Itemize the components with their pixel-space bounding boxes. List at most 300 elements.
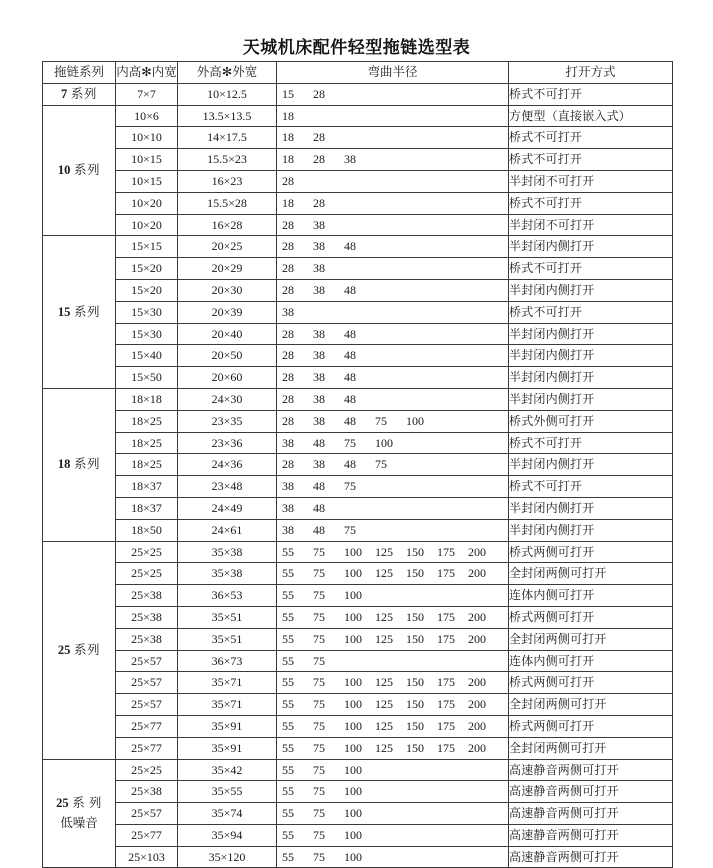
cell-outer-size: 23×35 (178, 410, 277, 432)
cell-outer-size: 20×29 (178, 258, 277, 280)
table-row (43, 476, 673, 498)
bend-radius-value: 150 (406, 718, 424, 733)
bend-radius-value: 55 (282, 784, 294, 799)
cell-open-method: 半封闭内侧打开 (509, 345, 673, 367)
bend-radius-value: 55 (282, 740, 294, 755)
bend-radius-value: 100 (344, 566, 362, 581)
cell-bend-radius (277, 410, 509, 432)
cell-bend-radius (277, 236, 509, 258)
bend-radius-value: 100 (344, 588, 362, 603)
bend-radius-value: 75 (344, 522, 356, 537)
bend-radius-value: 100 (344, 849, 362, 864)
cell-inner-size: 25×38 (116, 606, 178, 628)
cell-open-method: 半封闭内侧打开 (509, 454, 673, 476)
cell-inner-size: 18×25 (116, 454, 178, 476)
table-row (43, 650, 673, 672)
table-row (43, 170, 673, 192)
bend-radius-value: 125 (375, 675, 393, 690)
bend-radius-value: 48 (344, 282, 356, 297)
series-group-label: 10 系列 (43, 105, 116, 236)
bend-radius-value: 48 (344, 326, 356, 341)
table-row (43, 105, 673, 127)
bend-radius-value: 28 (313, 130, 325, 145)
cell-bend-radius (277, 606, 509, 628)
bend-radius-value: 200 (468, 740, 486, 755)
cell-bend-radius (277, 781, 509, 803)
cell-inner-size: 15×40 (116, 345, 178, 367)
bend-radius-value: 48 (344, 370, 356, 385)
bend-radius-value: 55 (282, 806, 294, 821)
bend-radius-value: 38 (313, 413, 325, 428)
cell-open-method: 半封闭内侧打开 (509, 367, 673, 389)
cell-outer-size: 36×53 (178, 585, 277, 607)
bend-radius-value: 75 (313, 718, 325, 733)
cell-outer-size: 20×39 (178, 301, 277, 323)
bend-radius-value: 28 (282, 370, 294, 385)
bend-radius-value: 125 (375, 740, 393, 755)
table-row (43, 127, 673, 149)
cell-inner-size: 18×25 (116, 410, 178, 432)
cell-bend-radius (277, 388, 509, 410)
bend-radius-value: 38 (282, 500, 294, 515)
bend-radius-value: 75 (313, 784, 325, 799)
bend-radius-value: 38 (282, 522, 294, 537)
table-row (43, 672, 673, 694)
table-body (43, 83, 673, 868)
table-row (43, 519, 673, 541)
cell-bend-radius (277, 170, 509, 192)
bend-radius-value: 55 (282, 849, 294, 864)
table-row (43, 846, 673, 868)
bend-radius-value: 75 (313, 675, 325, 690)
cell-open-method: 桥式外侧可打开 (509, 410, 673, 432)
cell-inner-size: 25×77 (116, 824, 178, 846)
bend-radius-value: 28 (282, 457, 294, 472)
cell-outer-size: 35×51 (178, 606, 277, 628)
table-row (43, 694, 673, 716)
cell-outer-size: 24×30 (178, 388, 277, 410)
cell-open-method: 半封闭不可打开 (509, 214, 673, 236)
table-row (43, 541, 673, 563)
cell-open-method: 桥式不可打开 (509, 149, 673, 171)
cell-bend-radius (277, 214, 509, 236)
cell-inner-size: 18×50 (116, 519, 178, 541)
bend-radius-value: 55 (282, 827, 294, 842)
cell-open-method: 半封闭内侧打开 (509, 279, 673, 301)
bend-radius-value: 150 (406, 697, 424, 712)
bend-radius-value: 75 (313, 653, 325, 668)
bend-radius-value: 100 (344, 631, 362, 646)
bend-radius-value: 175 (437, 718, 455, 733)
bend-radius-value: 100 (344, 806, 362, 821)
cell-inner-size: 25×103 (116, 846, 178, 868)
cell-bend-radius (277, 497, 509, 519)
cell-bend-radius (277, 345, 509, 367)
bend-radius-value: 75 (344, 435, 356, 450)
bend-radius-value: 28 (282, 391, 294, 406)
cell-outer-size: 35×51 (178, 628, 277, 650)
bend-radius-value: 75 (313, 588, 325, 603)
table-row (43, 345, 673, 367)
bend-radius-value: 75 (313, 827, 325, 842)
cell-inner-size: 25×25 (116, 759, 178, 781)
bend-radius-value: 38 (313, 282, 325, 297)
cell-bend-radius (277, 192, 509, 214)
bend-radius-value: 48 (344, 391, 356, 406)
cell-outer-size: 24×49 (178, 497, 277, 519)
bend-radius-value: 38 (313, 348, 325, 363)
bend-radius-value: 28 (282, 326, 294, 341)
cell-outer-size: 14×17.5 (178, 127, 277, 149)
cell-bend-radius (277, 83, 509, 105)
cell-inner-size: 25×57 (116, 650, 178, 672)
bend-radius-value: 28 (282, 348, 294, 363)
cell-inner-size: 25×77 (116, 737, 178, 759)
cell-inner-size: 15×50 (116, 367, 178, 389)
cell-bend-radius (277, 694, 509, 716)
bend-radius-value: 38 (313, 391, 325, 406)
bend-radius-value: 55 (282, 631, 294, 646)
cell-bend-radius (277, 127, 509, 149)
cell-outer-size: 20×25 (178, 236, 277, 258)
bend-radius-value: 28 (282, 239, 294, 254)
bend-radius-value: 18 (282, 152, 294, 167)
cell-inner-size: 15×20 (116, 258, 178, 280)
bend-radius-value: 175 (437, 675, 455, 690)
cell-bend-radius (277, 323, 509, 345)
bend-radius-value: 175 (437, 609, 455, 624)
column-header-outer-size: 外高✻外宽 (178, 62, 277, 84)
cell-open-method: 全封闭两侧可打开 (509, 563, 673, 585)
cell-bend-radius (277, 432, 509, 454)
cell-open-method: 全封闭两侧可打开 (509, 694, 673, 716)
cell-open-method: 桥式不可打开 (509, 301, 673, 323)
cell-open-method: 桥式不可打开 (509, 432, 673, 454)
column-header-inner-size: 内高✻内宽 (116, 62, 178, 84)
bend-radius-value: 75 (313, 631, 325, 646)
table-row (43, 149, 673, 171)
bend-radius-value: 28 (282, 217, 294, 232)
cell-open-method: 桥式不可打开 (509, 83, 673, 105)
cell-open-method: 全封闭两侧可打开 (509, 737, 673, 759)
bend-radius-value: 28 (282, 413, 294, 428)
cell-outer-size: 20×60 (178, 367, 277, 389)
table-row (43, 563, 673, 585)
bend-radius-value: 75 (375, 457, 387, 472)
cell-open-method: 桥式两侧可打开 (509, 715, 673, 737)
bend-radius-value: 200 (468, 675, 486, 690)
table-header-row (43, 62, 673, 84)
cell-outer-size: 35×42 (178, 759, 277, 781)
bend-radius-value: 38 (282, 435, 294, 450)
cell-outer-size: 16×28 (178, 214, 277, 236)
bend-radius-value: 100 (344, 762, 362, 777)
bend-radius-value: 100 (344, 544, 362, 559)
bend-radius-value: 150 (406, 544, 424, 559)
bend-radius-value: 55 (282, 653, 294, 668)
table-row (43, 497, 673, 519)
series-group-label: 15 系列 (43, 236, 116, 389)
cell-inner-size: 15×30 (116, 301, 178, 323)
bend-radius-value: 100 (344, 718, 362, 733)
bend-radius-value: 18 (282, 195, 294, 210)
series-group-label: 25 系 列 低噪音 (43, 759, 116, 868)
cell-outer-size: 35×91 (178, 737, 277, 759)
bend-radius-value: 150 (406, 675, 424, 690)
cell-bend-radius (277, 279, 509, 301)
cell-open-method: 高速静音两侧可打开 (509, 803, 673, 825)
cell-inner-size: 10×15 (116, 170, 178, 192)
cell-outer-size: 35×38 (178, 563, 277, 585)
bend-radius-value: 38 (282, 479, 294, 494)
cell-open-method: 桥式两侧可打开 (509, 672, 673, 694)
cell-inner-size: 10×20 (116, 214, 178, 236)
cell-outer-size: 23×48 (178, 476, 277, 498)
cell-open-method: 高速静音两侧可打开 (509, 759, 673, 781)
drag-chain-selection-table (42, 61, 673, 868)
cell-inner-size: 18×37 (116, 476, 178, 498)
bend-radius-value: 175 (437, 566, 455, 581)
table-row (43, 258, 673, 280)
bend-radius-value: 150 (406, 740, 424, 755)
cell-inner-size: 15×30 (116, 323, 178, 345)
bend-radius-value: 75 (313, 740, 325, 755)
bend-radius-value: 18 (282, 130, 294, 145)
cell-open-method: 桥式两侧可打开 (509, 541, 673, 563)
cell-outer-size: 16×23 (178, 170, 277, 192)
column-header-bend-radius: 弯曲半径 (277, 62, 509, 84)
bend-radius-value: 48 (313, 435, 325, 450)
bend-radius-value: 38 (313, 457, 325, 472)
cell-open-method: 全封闭两侧可打开 (509, 628, 673, 650)
bend-radius-value: 28 (282, 261, 294, 276)
bend-radius-value: 55 (282, 718, 294, 733)
bend-radius-value: 48 (344, 239, 356, 254)
cell-inner-size: 15×15 (116, 236, 178, 258)
cell-inner-size: 25×57 (116, 672, 178, 694)
cell-outer-size: 23×36 (178, 432, 277, 454)
cell-open-method: 半封闭不可打开 (509, 170, 673, 192)
cell-open-method: 连体内侧可打开 (509, 585, 673, 607)
cell-inner-size: 25×57 (116, 694, 178, 716)
cell-bend-radius (277, 737, 509, 759)
bend-radius-value: 125 (375, 609, 393, 624)
cell-bend-radius (277, 454, 509, 476)
bend-radius-value: 48 (344, 457, 356, 472)
cell-inner-size: 25×25 (116, 541, 178, 563)
bend-radius-value: 75 (344, 479, 356, 494)
table-row (43, 388, 673, 410)
cell-inner-size: 25×57 (116, 803, 178, 825)
cell-bend-radius (277, 824, 509, 846)
column-header-series: 拖链系列 (43, 62, 116, 84)
bend-radius-value: 38 (282, 304, 294, 319)
series-group-label: 7 系列 (43, 83, 116, 105)
bend-radius-value: 200 (468, 544, 486, 559)
cell-bend-radius (277, 715, 509, 737)
table-row (43, 803, 673, 825)
cell-outer-size: 15.5×23 (178, 149, 277, 171)
cell-inner-size: 10×15 (116, 149, 178, 171)
bend-radius-value: 150 (406, 631, 424, 646)
bend-radius-value: 28 (313, 152, 325, 167)
table-row (43, 192, 673, 214)
cell-outer-size: 35×71 (178, 672, 277, 694)
cell-outer-size: 35×38 (178, 541, 277, 563)
cell-outer-size: 35×120 (178, 846, 277, 868)
table-row (43, 606, 673, 628)
cell-open-method: 连体内侧可打开 (509, 650, 673, 672)
cell-outer-size: 35×71 (178, 694, 277, 716)
cell-open-method: 半封闭内侧打开 (509, 497, 673, 519)
bend-radius-value: 75 (313, 544, 325, 559)
bend-radius-value: 28 (282, 282, 294, 297)
bend-radius-value: 125 (375, 566, 393, 581)
bend-radius-value: 48 (313, 522, 325, 537)
cell-open-method: 方便型（直接嵌入式） (509, 105, 673, 127)
bend-radius-value: 38 (313, 326, 325, 341)
cell-bend-radius (277, 541, 509, 563)
series-group-label: 18 系列 (43, 388, 116, 541)
cell-inner-size: 25×38 (116, 781, 178, 803)
cell-outer-size: 35×55 (178, 781, 277, 803)
bend-radius-value: 175 (437, 631, 455, 646)
cell-outer-size: 35×94 (178, 824, 277, 846)
cell-outer-size: 10×12.5 (178, 83, 277, 105)
cell-inner-size: 10×20 (116, 192, 178, 214)
bend-radius-value: 175 (437, 544, 455, 559)
cell-bend-radius (277, 105, 509, 127)
cell-open-method: 高速静音两侧可打开 (509, 781, 673, 803)
bend-radius-value: 55 (282, 762, 294, 777)
cell-bend-radius (277, 563, 509, 585)
cell-inner-size: 18×18 (116, 388, 178, 410)
bend-radius-value: 15 (282, 86, 294, 101)
page-title: 天城机床配件轻型拖链选型表 (242, 38, 471, 57)
cell-open-method: 桥式两侧可打开 (509, 606, 673, 628)
cell-open-method: 高速静音两侧可打开 (509, 824, 673, 846)
bend-radius-value: 38 (313, 261, 325, 276)
cell-inner-size: 10×6 (116, 105, 178, 127)
table-row (43, 824, 673, 846)
cell-bend-radius (277, 759, 509, 781)
bend-radius-value: 200 (468, 631, 486, 646)
table-row (43, 279, 673, 301)
bend-radius-value: 200 (468, 718, 486, 733)
cell-inner-size: 25×38 (116, 628, 178, 650)
table-row (43, 759, 673, 781)
cell-bend-radius (277, 672, 509, 694)
cell-bend-radius (277, 585, 509, 607)
bend-radius-value: 75 (313, 697, 325, 712)
cell-open-method: 桥式不可打开 (509, 192, 673, 214)
cell-inner-size: 18×25 (116, 432, 178, 454)
bend-radius-value: 200 (468, 697, 486, 712)
bend-radius-value: 100 (344, 609, 362, 624)
cell-outer-size: 36×73 (178, 650, 277, 672)
bend-radius-value: 75 (313, 762, 325, 777)
bend-radius-value: 48 (313, 479, 325, 494)
bend-radius-value: 38 (344, 152, 356, 167)
bend-radius-value: 38 (313, 239, 325, 254)
cell-inner-size: 10×10 (116, 127, 178, 149)
cell-bend-radius (277, 367, 509, 389)
cell-open-method: 桥式不可打开 (509, 127, 673, 149)
bend-radius-value: 48 (313, 500, 325, 515)
table-header (43, 62, 673, 84)
bend-radius-value: 125 (375, 631, 393, 646)
cell-bend-radius (277, 650, 509, 672)
table-row (43, 214, 673, 236)
cell-open-method: 桥式不可打开 (509, 476, 673, 498)
bend-radius-value: 200 (468, 566, 486, 581)
table-row (43, 410, 673, 432)
bend-radius-value: 55 (282, 544, 294, 559)
bend-radius-value: 75 (313, 849, 325, 864)
column-header-open-method: 打开方式 (509, 62, 673, 84)
table-row (43, 83, 673, 105)
cell-bend-radius (277, 149, 509, 171)
cell-inner-size: 15×20 (116, 279, 178, 301)
bend-radius-value: 100 (344, 740, 362, 755)
cell-outer-size: 20×50 (178, 345, 277, 367)
series-group-label: 25 系列 (43, 541, 116, 759)
cell-bend-radius (277, 846, 509, 868)
cell-outer-size: 35×91 (178, 715, 277, 737)
cell-bend-radius (277, 628, 509, 650)
cell-inner-size: 25×77 (116, 715, 178, 737)
bend-radius-value: 48 (344, 348, 356, 363)
cell-outer-size: 24×61 (178, 519, 277, 541)
cell-open-method: 半封闭内侧打开 (509, 519, 673, 541)
table-row (43, 323, 673, 345)
cell-bend-radius (277, 301, 509, 323)
cell-outer-size: 13.5×13.5 (178, 105, 277, 127)
bend-radius-value: 28 (282, 173, 294, 188)
cell-inner-size: 25×25 (116, 563, 178, 585)
bend-radius-value: 55 (282, 566, 294, 581)
bend-radius-value: 100 (344, 675, 362, 690)
cell-open-method: 半封闭内侧打开 (509, 323, 673, 345)
bend-radius-value: 100 (406, 413, 424, 428)
table-row (43, 367, 673, 389)
cell-outer-size: 20×40 (178, 323, 277, 345)
bend-radius-value: 175 (437, 697, 455, 712)
bend-radius-value: 75 (313, 806, 325, 821)
cell-open-method: 半封闭内侧打开 (509, 236, 673, 258)
bend-radius-value: 150 (406, 566, 424, 581)
table-row (43, 628, 673, 650)
bend-radius-value: 75 (313, 609, 325, 624)
bend-radius-value: 55 (282, 609, 294, 624)
cell-outer-size: 15.5×28 (178, 192, 277, 214)
bend-radius-value: 55 (282, 588, 294, 603)
table-row (43, 454, 673, 476)
cell-open-method: 半封闭内侧打开 (509, 388, 673, 410)
table-row (43, 781, 673, 803)
bend-radius-value: 100 (375, 435, 393, 450)
cell-bend-radius (277, 519, 509, 541)
bend-radius-value: 38 (313, 217, 325, 232)
bend-radius-value: 28 (313, 86, 325, 101)
bend-radius-value: 55 (282, 675, 294, 690)
bend-radius-value: 75 (375, 413, 387, 428)
cell-outer-size: 35×74 (178, 803, 277, 825)
cell-inner-size: 25×38 (116, 585, 178, 607)
bend-radius-value: 100 (344, 784, 362, 799)
bend-radius-value: 48 (344, 413, 356, 428)
cell-bend-radius (277, 803, 509, 825)
